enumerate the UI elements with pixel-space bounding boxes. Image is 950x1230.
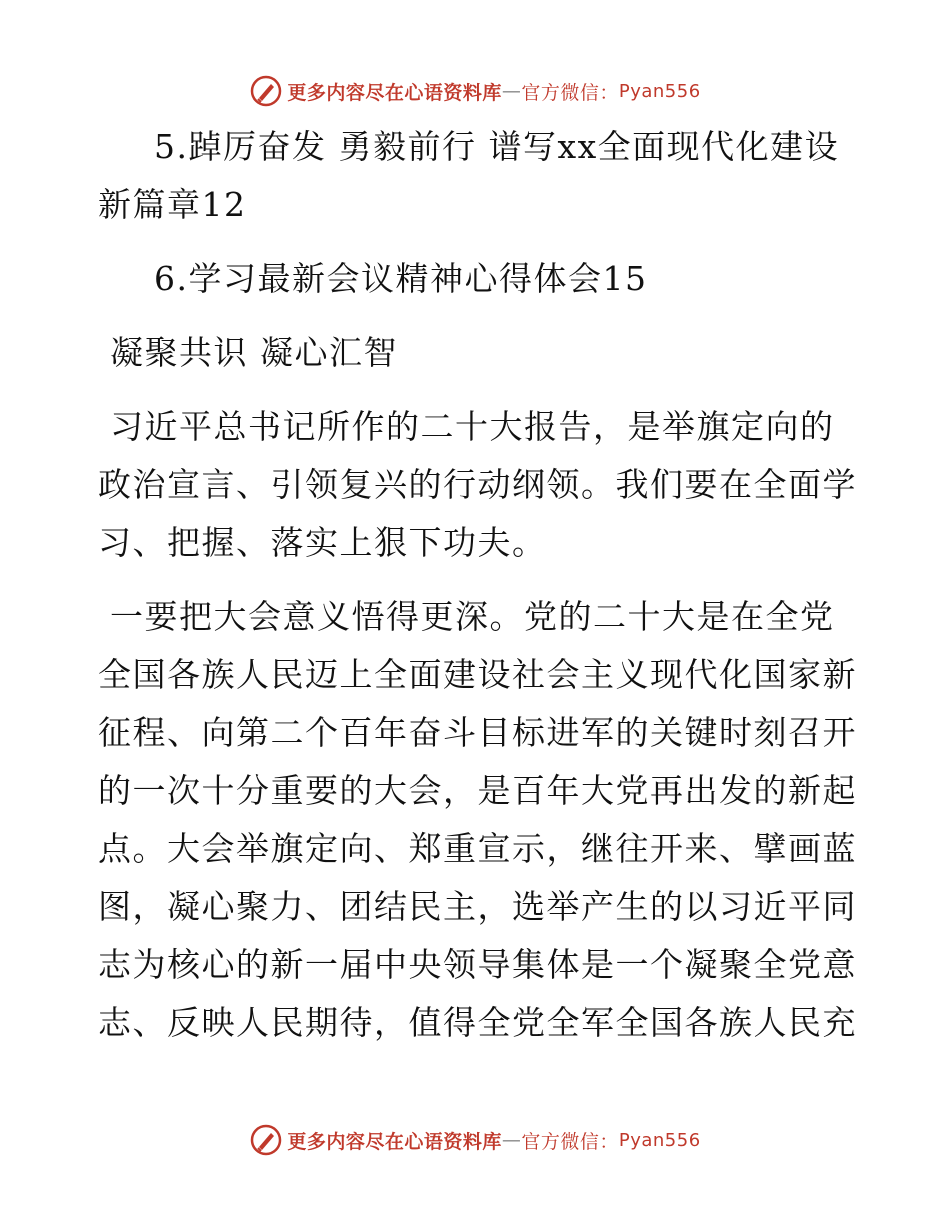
toc-item-6: 6.学习最新会议精神心得体会15 — [154, 259, 648, 298]
banner-separator: — — [501, 80, 522, 102]
banner-separator: — — [501, 1129, 522, 1151]
paragraph1-line1: 习近平总书记所作的二十大报告，是举旗定向的 — [110, 407, 835, 446]
paragraph2-line2: 全国各族人民迈上全面建设社会主义现代化国家新 — [98, 655, 857, 694]
banner-wechat-label: 官方微信： — [521, 1130, 619, 1153]
paragraph2-line6: 图，凝心聚力、团结民主，选举产生的以习近平同 — [98, 887, 857, 926]
pen-logo-icon — [249, 1123, 283, 1157]
banner-main-text: 更多内容尽在心语资料库 — [287, 81, 502, 104]
section-title: 凝聚共识 凝心汇智 — [110, 333, 398, 372]
paragraph2-line4: 的一次十分重要的大会，是百年大党再出发的新起 — [98, 771, 857, 810]
header-banner — [0, 71, 950, 111]
paragraph2-line1: 一要把大会意义悟得更深。党的二十大是在全党 — [110, 597, 835, 636]
toc-item-5-line1: 5.踔厉奋发 勇毅前行 谱写xx全面现代化建设 — [154, 127, 840, 166]
banner-main-text: 更多内容尽在心语资料库 — [287, 1130, 502, 1153]
paragraph2-line5: 点。大会举旗定向、郑重宣示，继往开来、擘画蓝 — [98, 829, 857, 868]
paragraph2-line7: 志为核心的新一届中央领导集体是一个凝聚全党意 — [98, 945, 857, 984]
banner-wechat-label: 官方微信： — [521, 81, 619, 104]
banner-wechat-id: Pyan556 — [618, 80, 701, 102]
banner-wechat-id: Pyan556 — [618, 1129, 701, 1151]
paragraph1-line2: 政治宣言、引领复兴的行动纲领。我们要在全面学 — [98, 465, 857, 504]
document-body — [98, 118, 857, 1052]
toc-item-5-line2: 新篇章12 — [98, 185, 247, 224]
pen-logo-icon — [249, 74, 283, 108]
paragraph1-line3: 习、把握、落实上狠下功夫。 — [98, 523, 547, 562]
paragraph2-line8: 志、反映人民期待，值得全党全军全国各族人民充 — [98, 1003, 857, 1042]
paragraph2-line3: 征程、向第二个百年奋斗目标进军的关键时刻召开 — [98, 713, 857, 752]
footer-banner — [0, 1120, 950, 1160]
